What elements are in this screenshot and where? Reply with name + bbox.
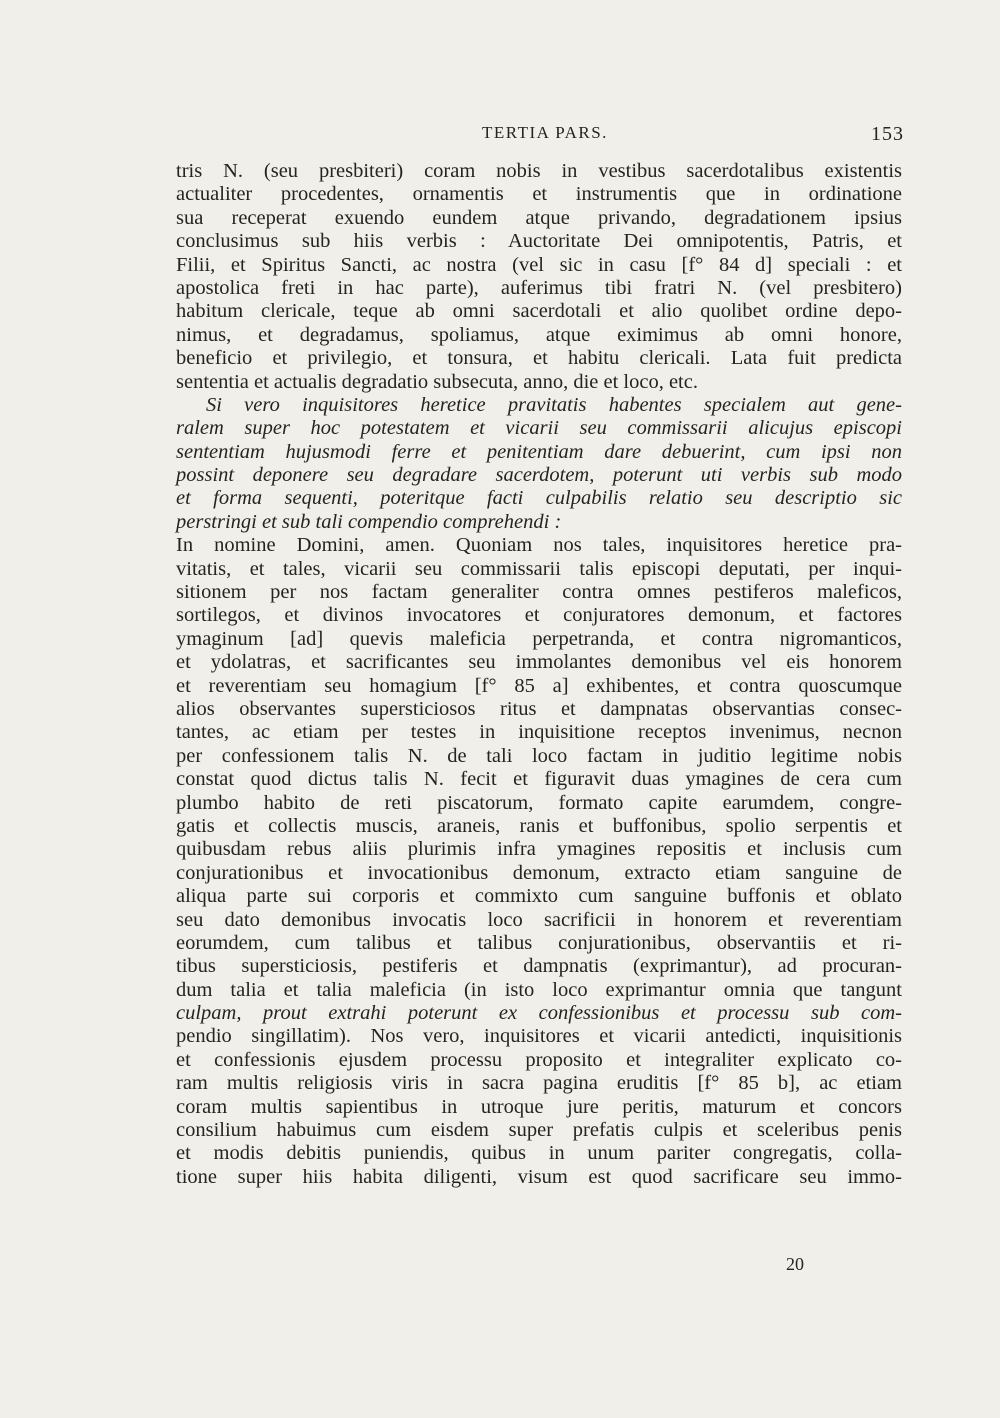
text-line: plumbo habito de reti piscatorum, formato capite earumdem, congre- [176, 791, 902, 814]
text-line: conjurationibus et invocationibus demonum, extracto etiam sanguine de [176, 861, 902, 884]
text-line: actualiter procedentes, ornamentis et instrumentis que in ordinatione [176, 183, 902, 206]
text-line: tibus supersticiosis, pestiferis et dampnatis (exprimantur), ad procuran- [176, 955, 902, 978]
text-line: sortilegos, et divinos invocatores et conjuratores demonum, et factores [176, 604, 902, 627]
text-line: et modis debitis puniendis, quibus in unum pariter congregatis, colla- [176, 1142, 902, 1165]
text-line: quibusdam rebus aliis plurimis infra ymagines repositis et inclusis cum [176, 838, 902, 861]
text-line: aliqua parte sui corporis et commixto cum sanguine buffonis et oblato [176, 885, 902, 908]
text-line: In nomine Domini, amen. Quoniam nos tales, inquisitores heretice pra- [176, 534, 902, 557]
running-head-title: TERTIA PARS. [482, 123, 608, 142]
page-number: 153 [871, 123, 904, 145]
text-line: possint deponere seu degradare sacerdotem, poterunt uti verbis sub modo [176, 464, 902, 487]
text-line: per confessionem talis N. de tali loco factam in juditio legitime nobis [176, 744, 902, 767]
body-text [176, 160, 902, 1189]
text-line: sententiam hujusmodi ferre et penitentiam dare debuerint, cum ipsi non [176, 440, 902, 463]
text-line: nimus, et degradamus, spoliamus, atque eximimus ab omni honore, [176, 323, 902, 346]
text-line: alios observantes supersticiosos ritus et dampnatas observantias consec- [176, 697, 902, 720]
text-line: dum talia et talia maleficia (in isto loco exprimantur omnia que tangunt [176, 978, 902, 1001]
text-line: coram multis sapientibus in utroque jure peritis, maturum et concors [176, 1095, 902, 1118]
text-line: Filii, et Spiritus Sancti, ac nostra (vel sic in casu [f° 84 d] speciali : et [176, 253, 902, 276]
text-line: tantes, ac etiam per testes in inquisitione receptos invenimus, necnon [176, 721, 902, 744]
text-line: et forma sequenti, poteritque facti culpabilis relatio seu descriptio sic [176, 487, 902, 510]
text-line: tris N. (seu presbiteri) coram nobis in vestibus sacerdotalibus existentis [176, 160, 902, 182]
text-line: sitionem per nos factam generaliter contra omnes pestiferos maleficos, [176, 581, 902, 604]
text-line: eorumdem, cum talibus et talibus conjurationibus, observantiis et ri- [176, 931, 902, 954]
text-line: et confessionis ejusdem processu proposito et integraliter explicato co- [176, 1048, 902, 1071]
text-line: et reverentiam seu homagium [f° 85 a] exhibentes, et contra quoscumque [176, 674, 902, 697]
text-line: perstringi et sub tali compendio comprehendi : [176, 510, 562, 533]
text-line: Si vero inquisitores heretice pravitatis habentes specialem aut gene- [206, 393, 902, 416]
text-line: ram multis religiosis viris in sacra pagina eruditis [f° 85 b], ac etiam [176, 1072, 902, 1095]
running-head [178, 123, 904, 149]
text-line: culpam, prout extrahi poterunt ex confessionibus et processu sub com- [176, 1002, 902, 1025]
text-line: conclusimus sub hiis verbis : Auctoritate Dei omnipotentis, Patris, et [176, 230, 902, 253]
text-line: seu dato demonibus invocatis loco sacrificii in honorem et reverentiam [176, 908, 902, 931]
text-line: ralem super hoc potestatem et vicarii seu commissarii alicujus episcopi [176, 417, 902, 440]
text-line: sententia et actualis degradatio subsecuta, anno, die et loco, etc. [176, 370, 698, 393]
text-line: vitatis, et tales, vicarii seu commissarii talis episcopi deputati, per inqui- [176, 557, 902, 580]
text-line: sua receperat exuendo eundem atque privando, degradationem ipsius [176, 206, 902, 229]
signature-mark: 20 [786, 1254, 804, 1274]
text-line: gatis et collectis muscis, araneis, ranis et buffonibus, spolio serpentis et [176, 814, 902, 837]
text-line: et ydolatras, et sacrificantes seu immolantes demonibus vel eis honorem [176, 651, 902, 674]
text-line: habitum clericale, teque ab omni sacerdotali et alio quolibet ordine depo- [176, 300, 902, 323]
text-line: beneficio et privilegio, et tonsura, et habitu clericali. Lata fuit predicta [176, 347, 902, 370]
text-line: constat quod dictus talis N. fecit et figuravit duas ymagines de cera cum [176, 768, 902, 791]
text-line: apostolica freti in hac parte), auferimus tibi fratri N. (vel presbitero) [176, 276, 902, 299]
text-line: pendio singillatim). Nos vero, inquisitores et vicarii antedicti, inquisitionis [176, 1025, 902, 1048]
text-line: consilium habuimus cum eisdem super prefatis culpis et sceleribus penis [176, 1119, 902, 1142]
text-line: ymaginum [ad] quevis maleficia perpetranda, et contra nigromanticos, [176, 627, 902, 650]
text-line: tione super hiis habita diligenti, visum est quod sacrificare seu immo- [176, 1165, 902, 1188]
